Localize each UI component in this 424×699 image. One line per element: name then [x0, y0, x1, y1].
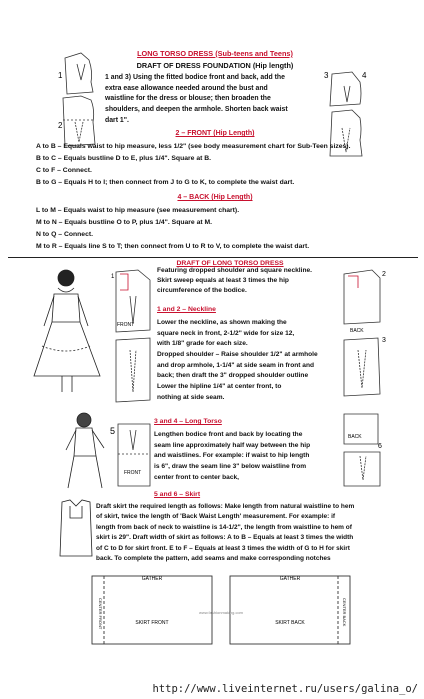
- intro-line: extra ease allowance needed around the bust and: [105, 84, 268, 92]
- footer-url: http://www.liveinternet.ru/users/galina_o/: [152, 683, 418, 695]
- intro-line: dart 1".: [105, 116, 129, 124]
- neck-line: square neck in front, 2-1/2" wide for size 12,: [157, 329, 295, 337]
- front-steps: [36, 141, 416, 189]
- neck-line: Dropped shoulder – Raise shoulder 1/2" at armhole: [157, 351, 318, 359]
- neck-line: back; then draft the 3" dropped shoulder outline: [157, 372, 309, 380]
- front-step: C to F – Connect.: [36, 166, 92, 174]
- front-step: B to C – Equals bustline D to E, plus 1/4". Square at B.: [36, 154, 212, 162]
- center-back-label: CENTER BACK: [342, 598, 347, 627]
- fig-number: 6: [378, 443, 382, 450]
- front-label: FRONT: [117, 322, 135, 328]
- skirt-line: length from back of neck to waistline is 14-1/2", the length from waistline to hem of: [96, 523, 352, 531]
- intro-line: shoulders, and deepen the armhole. Shorten back waist: [105, 106, 288, 114]
- fig-number: 4: [362, 71, 367, 80]
- neckline-pattern-sketch: [110, 266, 156, 404]
- skirt-front-label: SKIRT FRONT: [135, 620, 169, 626]
- torso-line: Lengthen bodice front and back by locating the: [154, 431, 303, 438]
- intro-line: waistline for the dress or blouse; then broaden the: [105, 95, 271, 103]
- section2-title: DRAFT OF LONG TORSO DRESS: [176, 260, 284, 267]
- fig-number: 2: [382, 271, 386, 278]
- skirt-line: of skirt, twice the length of 'Back Waist Length' measurement. For example: if: [96, 513, 336, 521]
- torso-text: [154, 430, 336, 483]
- back-label: BACK: [348, 434, 362, 440]
- skirt-line: back. To complete the pattern, add seams and make corresponding notches: [96, 554, 331, 562]
- neck-line: nothing at side seam.: [157, 393, 225, 401]
- front-label: FRONT: [124, 470, 142, 476]
- skirt-line: skirt is 29". Draft width of skirt as follows: A to B – Equals at least 3 times the width: [96, 534, 354, 542]
- section1-intro: [105, 73, 320, 127]
- watermark: www.fashionmaking.com: [198, 610, 244, 615]
- skirt-line: Draft skirt the required length as follows: Make length from natural waistline to hem: [96, 503, 355, 510]
- torso-line: center front to center back,: [154, 473, 240, 481]
- torso-line: and waistlines. For example: if waist to hip length: [154, 452, 310, 460]
- section-divider: [8, 257, 418, 258]
- torso-front-pattern-sketch: [112, 420, 156, 490]
- gather-label: GATHER: [279, 576, 301, 582]
- torso-heading: 3 and 4 – Long Torso: [154, 418, 222, 425]
- front-step: B to G – Equals H to I; then connect from J to G to K, to complete the waist dart.: [36, 178, 295, 186]
- intro-line: circumference of the bodice.: [157, 287, 247, 295]
- torso-line: seam line approximately half way between the hip: [154, 441, 311, 449]
- fig-number: 5: [110, 426, 116, 436]
- fig-number: 1: [58, 71, 63, 80]
- fig-number: 3: [324, 71, 329, 80]
- back-steps: [36, 205, 416, 253]
- back-step: M to N – Equals bustline O to P, plus 1/4". Square at M.: [36, 218, 213, 226]
- back-label: BACK: [350, 328, 364, 334]
- intro-line: 1 and 3) Using the fitted bodice front and back, add the: [105, 74, 285, 81]
- skirt-line: of C to D for skirt front. E to F – Equals at least 3 times the width of G to H for skirt: [96, 544, 350, 552]
- neck-heading: 1 and 2 – Neckline: [157, 306, 216, 313]
- intro-line: Skirt sweep equals at least 3 times the hip: [157, 277, 289, 285]
- bodice-front-sketch: [55, 50, 105, 148]
- fig-number: 1: [111, 274, 115, 280]
- fig-number: 2: [58, 121, 63, 130]
- back-step: N to Q – Connect.: [36, 230, 94, 238]
- skirt-heading: 5 and 6 – Skirt: [154, 491, 201, 498]
- neck-line: Lower the neckline, as shown making the: [157, 319, 287, 326]
- skirt-pattern-diagram: [90, 570, 352, 648]
- neck-line: Lower the hipline 1/4" at center front, to: [157, 383, 282, 391]
- gather-label: GATHER: [141, 576, 163, 582]
- front-step: A to B – Equals waist to hip measure, less 1/2" (see body measurement chart for Sub-Teen sizes).: [36, 143, 351, 150]
- section1-title: LONG TORSO DRESS (Sub-teens and Teens): [137, 49, 293, 58]
- neck-text: [157, 318, 339, 403]
- section2-intro: [157, 266, 335, 297]
- back-step: M to R – Equals line S to T; then connect from U to R to V, to complete the waist dart.: [36, 242, 310, 250]
- back-pattern-sketch: [338, 266, 394, 406]
- section1-subtitle: DRAFT OF DRESS FOUNDATION (Hip length): [136, 61, 294, 70]
- fig-number: 3: [382, 337, 386, 344]
- neck-line: with 1/8" grade for each size.: [157, 340, 248, 348]
- woman-back-illustration: [60, 410, 110, 490]
- skirt-text: [96, 502, 418, 564]
- neck-line: and drop armhole, 1-1/4" at side seam in front and: [157, 361, 315, 369]
- torso-back-pattern-sketch: [338, 408, 394, 490]
- blouse-illustration: [54, 496, 98, 562]
- back-step: L to M – Equals waist to hip measure (see measurement chart).: [36, 207, 240, 214]
- front-heading: 2 – FRONT (Hip Length): [175, 130, 255, 137]
- intro-line: Featuring dropped shoulder and square neckline.: [157, 267, 312, 274]
- center-front-label: CENTER FRONT: [98, 598, 103, 630]
- back-heading: 4 – BACK (Hip Length): [177, 194, 253, 201]
- torso-line: is 6", draw the seam line 3" below waistline from: [154, 463, 307, 471]
- dress-illustration: [28, 266, 106, 394]
- skirt-back-label: SKIRT BACK: [275, 620, 305, 626]
